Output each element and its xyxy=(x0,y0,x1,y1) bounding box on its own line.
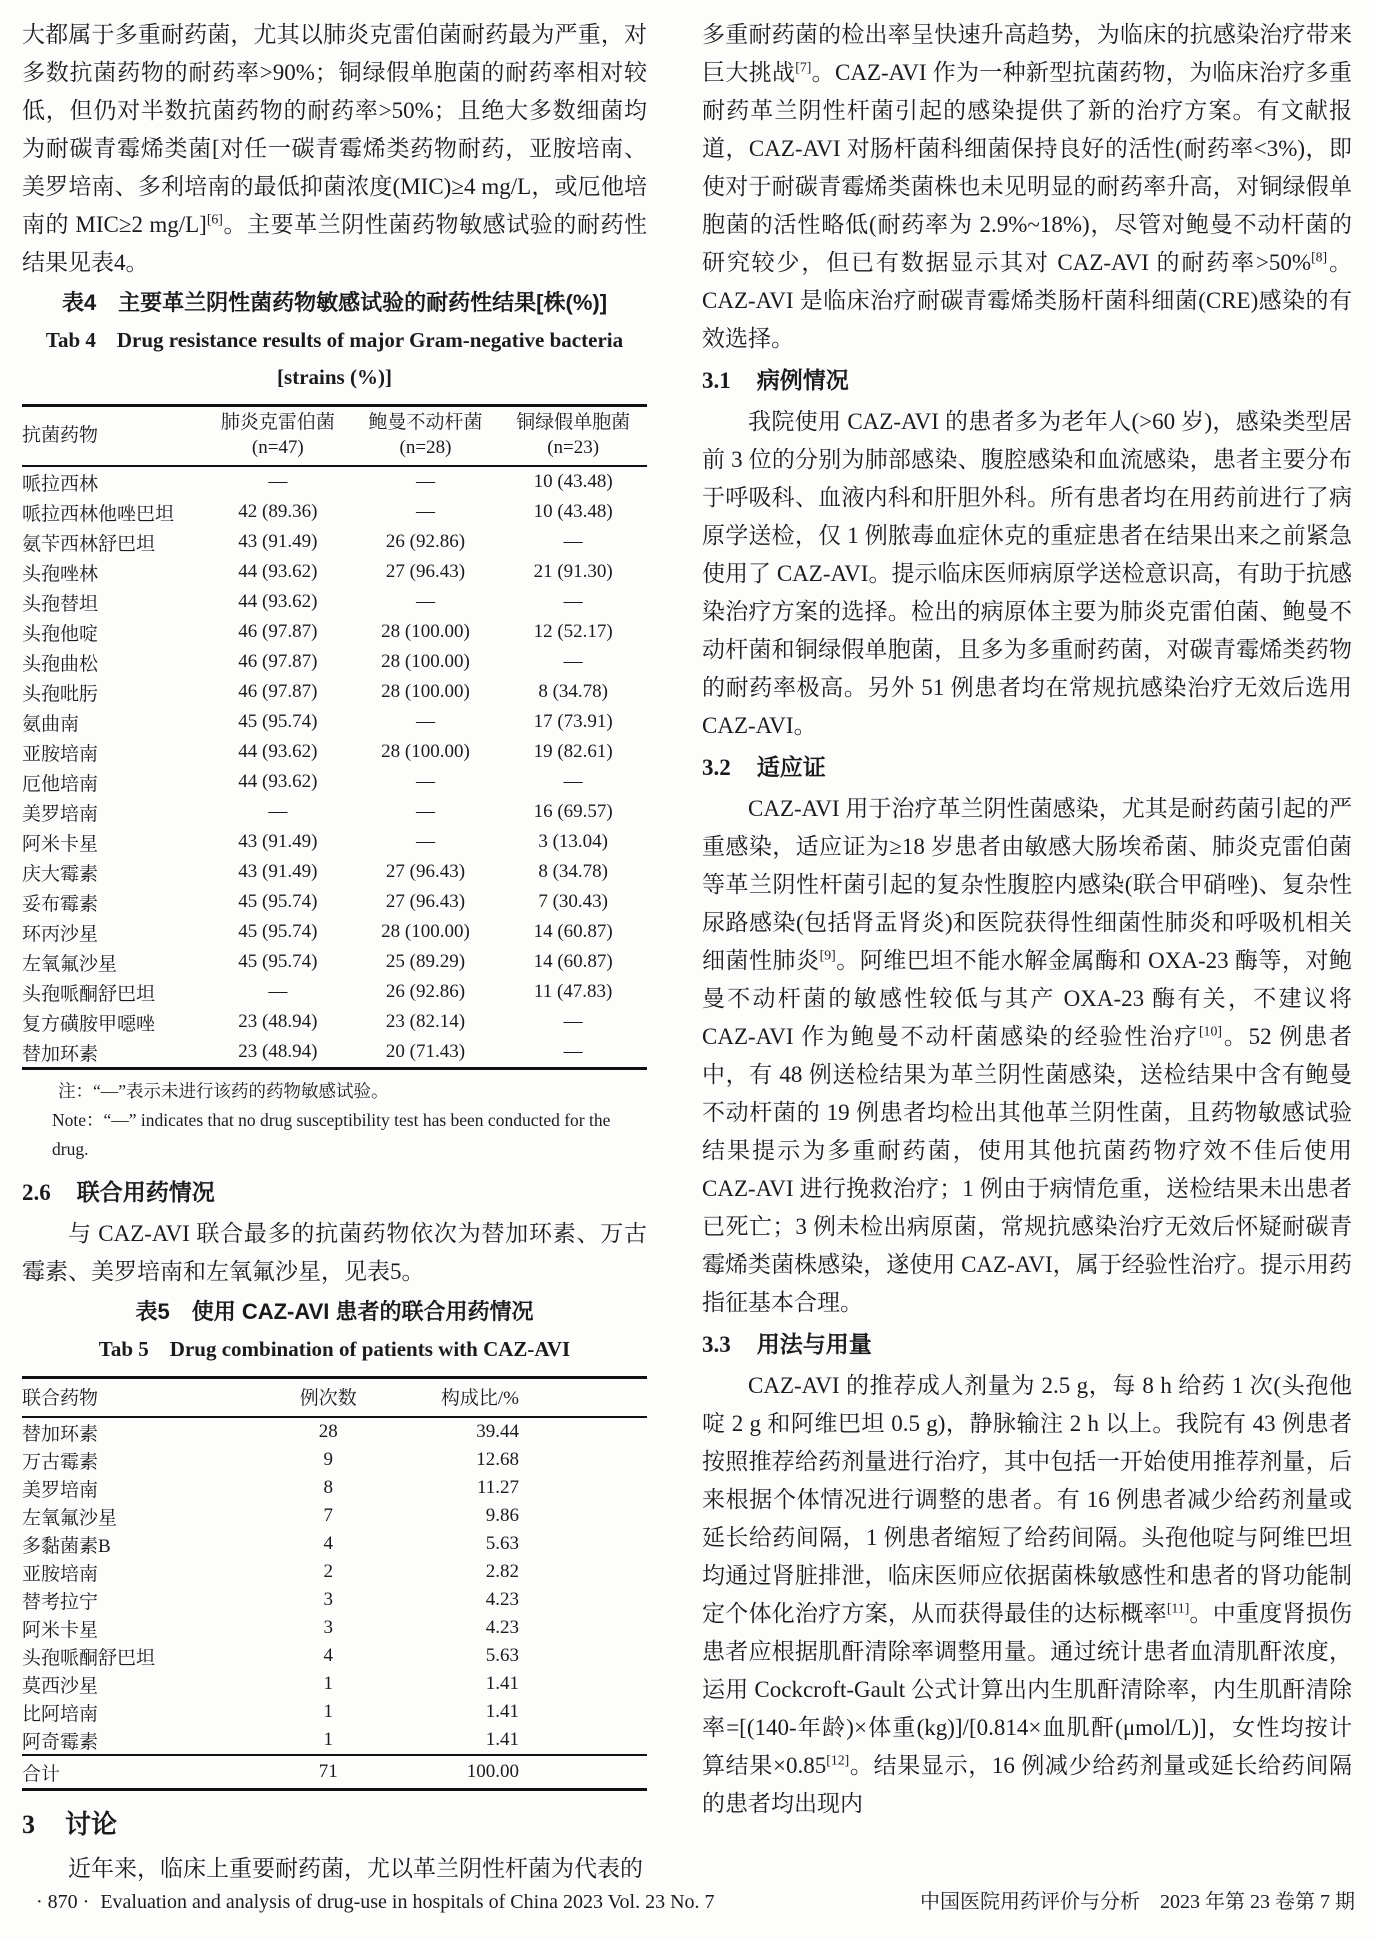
table4-body xyxy=(22,466,647,1069)
table-cell: 9 xyxy=(323,1449,333,1470)
table-row xyxy=(22,1037,647,1069)
table5-header-ratio: 构成比/% xyxy=(410,1378,648,1418)
table-cell: 7 xyxy=(323,1505,333,1526)
table-cell: 3 xyxy=(323,1589,333,1610)
section-heading-3-1 xyxy=(702,360,1352,401)
table-cell: 71 xyxy=(247,1755,410,1790)
table5-header-count: 例次数 xyxy=(247,1378,410,1418)
table-cell: 28 xyxy=(318,1421,338,1442)
table-cell: 4 xyxy=(323,1533,333,1554)
table5-total-row xyxy=(22,1755,647,1790)
table-cell: 头孢吡肟 xyxy=(22,683,99,705)
table-cell: 1 xyxy=(323,1729,333,1750)
table-row xyxy=(22,677,647,707)
table-row xyxy=(22,1726,647,1755)
table-cell: 39.44 xyxy=(476,1421,519,1442)
table-row xyxy=(22,1530,647,1558)
table-cell: 27 (96.43) xyxy=(385,891,466,912)
section-heading-2-6 xyxy=(22,1172,647,1213)
table-row xyxy=(22,1586,647,1614)
table-cell: 5.63 xyxy=(485,1533,519,1554)
table-row xyxy=(22,1502,647,1530)
table-cell: — xyxy=(415,471,435,492)
table-cell: 头孢他啶 xyxy=(22,623,99,645)
table-cell: 4 xyxy=(323,1645,333,1666)
table-row xyxy=(22,767,647,797)
table-cell: 亚胺培南 xyxy=(22,1563,99,1585)
table-cell: 26 (92.86) xyxy=(385,981,466,1002)
table-cell: 25 (89.29) xyxy=(385,951,466,972)
table-cell: 46 (97.87) xyxy=(238,651,318,672)
organism-n: (n=23) xyxy=(547,437,600,458)
table-cell: — xyxy=(563,771,583,792)
section-number: 3 xyxy=(22,1810,35,1839)
table-row xyxy=(22,617,647,647)
table-cell: 7 (30.43) xyxy=(538,891,608,912)
table-cell: 亚胺培南 xyxy=(22,743,99,765)
table-cell: 头孢哌酮舒巴坦 xyxy=(22,983,156,1005)
table-cell: — xyxy=(268,981,288,1002)
table-cell: 8 (34.78) xyxy=(538,861,608,882)
section-heading-3-2 xyxy=(702,747,1352,788)
section-number: 3.1 xyxy=(702,368,731,393)
table-cell: — xyxy=(268,471,288,492)
table-cell: 16 (69.57) xyxy=(533,801,613,822)
table-cell: 44 (93.62) xyxy=(238,591,318,612)
table-cell: 环丙沙星 xyxy=(22,923,99,945)
table4-note-en: Note：“—” indicates that no drug susceptibility test has been conducted for the drug. xyxy=(52,1110,611,1159)
table-row xyxy=(22,947,647,977)
table-cell: 1 xyxy=(323,1701,333,1722)
table-cell: 哌拉西林 xyxy=(22,473,99,495)
table-cell: 45 (95.74) xyxy=(238,711,318,732)
section-number: 3.3 xyxy=(702,1332,731,1357)
table-cell: 替考拉宁 xyxy=(22,1591,99,1613)
organism-n: (n=28) xyxy=(399,437,452,458)
table4-header-pa xyxy=(499,406,647,467)
table-row xyxy=(22,1007,647,1037)
table5-title-en: Tab 5 Drug combination of patients with CAZ-AVI xyxy=(98,1337,571,1361)
paragraph-continuation: 多重耐药菌的检出率呈快速升高趋势，为临床的抗感染治疗带来巨大挑战[7]。CAZ-AVI 作为一种新型抗菌药物，为临床治疗多重耐药革兰阴性杆菌引起的感染提供了新的治疗方案。有文献报道，CAZ-AVI 对肠杆菌科细菌保持良好的活性(耐药率<3%)，即使对于耐碳青霉烯类菌株也未见明显的耐药率升高，对铜绿假单胞菌的活性略低(耐药率为 2.9%~18%)，尽管对鲍曼不动杆菌的研究较少，但已有数据显示其对 CAZ-AVI 的耐药率>50%[8]。CAZ-AVI 是临床治疗耐碳青霉烯类肠杆菌科细菌(CRE)感染的有效选择。 xyxy=(702,22,1352,351)
journal-name-en: Evaluation and analysis of drug-use in hospitals of China 2023 Vol. 23 No. 7 xyxy=(100,1891,715,1913)
section-2-6-paragraph: 与 CAZ-AVI 联合最多的抗菌药物依次为替加环素、万古霉素、美罗培南和左氧氟沙星，见表5。 xyxy=(22,1221,647,1284)
table-cell: — xyxy=(415,831,435,852)
table-cell: 万古霉素 xyxy=(22,1451,99,1473)
right-column xyxy=(702,16,1352,1888)
table-row xyxy=(22,557,647,587)
organism-name: 肺炎克雷伯菌 xyxy=(220,412,335,433)
table-cell: 头孢曲松 xyxy=(22,653,99,675)
section-title: 联合用药情况 xyxy=(76,1179,215,1205)
table-cell: 46 (97.87) xyxy=(238,681,318,702)
table-cell: 8 (34.78) xyxy=(538,681,608,702)
table-row xyxy=(22,527,647,557)
section-heading-3 xyxy=(22,1801,647,1848)
table-row xyxy=(22,887,647,917)
table-cell: 44 (93.62) xyxy=(238,771,318,792)
table-row xyxy=(22,1642,647,1670)
table-cell: 头孢哌酮舒巴坦 xyxy=(22,1647,156,1669)
table-row xyxy=(22,647,647,677)
table5-drug-combination xyxy=(22,1376,647,1791)
table4-title-cn: 表4 主要革兰阴性菌药物敏感试验的耐药性结果[株(%)] xyxy=(61,290,608,315)
table-cell: 28 (100.00) xyxy=(381,681,470,702)
table-cell: 比阿培南 xyxy=(22,1703,99,1725)
table-cell: — xyxy=(415,771,435,792)
table-cell: 21 (91.30) xyxy=(533,561,613,582)
table-cell: 4.23 xyxy=(485,1589,519,1610)
table-cell: 23 (48.94) xyxy=(238,1011,318,1032)
table-row xyxy=(22,707,647,737)
table-cell: — xyxy=(563,531,583,552)
table-cell: 1.41 xyxy=(485,1701,519,1722)
table-cell: 哌拉西林他唑巴坦 xyxy=(22,503,175,525)
table-cell: 44 (93.62) xyxy=(238,561,318,582)
organism-name: 铜绿假单胞菌 xyxy=(516,412,631,433)
table-cell: 1.41 xyxy=(485,1673,519,1694)
table4-title-en: Tab 4 Drug resistance results of major Gram-negative bacteria [strains (%)] xyxy=(45,328,624,389)
table-cell: 23 (82.14) xyxy=(385,1011,466,1032)
table-row xyxy=(22,827,647,857)
table-row xyxy=(22,497,647,527)
table-cell: — xyxy=(563,651,583,672)
table-cell: 10 (43.48) xyxy=(533,471,613,492)
table-row xyxy=(22,1446,647,1474)
table-cell: 46 (97.87) xyxy=(238,621,318,642)
left-column xyxy=(22,16,647,1888)
table-row xyxy=(22,1698,647,1726)
table-cell: 氨曲南 xyxy=(22,713,80,735)
table4-note-cn: 注：“—”表示未进行该药的药物敏感试验。 xyxy=(58,1081,389,1101)
table-cell: 26 (92.86) xyxy=(385,531,466,552)
table-cell: 2 xyxy=(323,1561,333,1582)
table-cell: 12 (52.17) xyxy=(533,621,613,642)
table-cell: 2.82 xyxy=(485,1561,519,1582)
table-row xyxy=(22,797,647,827)
footer-left xyxy=(36,1891,721,1914)
table-row xyxy=(22,917,647,947)
table-cell: 莫西沙星 xyxy=(22,1675,99,1697)
table-cell: 复方磺胺甲噁唑 xyxy=(22,1013,156,1035)
table-cell: 替加环素 xyxy=(22,1423,99,1445)
section-number: 3.2 xyxy=(702,755,731,780)
section-heading-3-3 xyxy=(702,1324,1352,1365)
table-row xyxy=(22,1417,647,1446)
table-cell: 27 (96.43) xyxy=(385,861,466,882)
table-row xyxy=(22,737,647,767)
section-title: 讨论 xyxy=(65,1809,118,1839)
table-cell: 1 xyxy=(323,1673,333,1694)
organism-n: (n=47) xyxy=(251,437,304,458)
section-title: 适应证 xyxy=(756,754,826,780)
table-cell: 14 (60.87) xyxy=(533,921,613,942)
page-footer xyxy=(0,1885,1375,1914)
table-cell: 45 (95.74) xyxy=(238,921,318,942)
section-title: 用法与用量 xyxy=(756,1331,872,1357)
table-cell: 100.00 xyxy=(410,1755,648,1790)
table-cell: 45 (95.74) xyxy=(238,891,318,912)
table5-head xyxy=(22,1378,647,1418)
table5-total xyxy=(22,1755,647,1790)
table-cell: 替加环素 xyxy=(22,1043,99,1065)
table-cell: 11.27 xyxy=(476,1477,519,1498)
table-cell: 厄他培南 xyxy=(22,773,99,795)
table-cell: — xyxy=(415,711,435,732)
table-cell: 43 (91.49) xyxy=(238,531,318,552)
table-cell: 42 (89.36) xyxy=(238,501,318,522)
table-cell: 3 (13.04) xyxy=(538,831,608,852)
paragraph-continuation: 大都属于多重耐药菌，尤其以肺炎克雷伯菌耐药最为严重，对多数抗菌药物的耐药率>90%；铜绿假单胞菌的耐药率相对较低，但仍对半数抗菌药物的耐药率>50%；且绝大多数细菌均为耐碳青霉烯类菌[对任一碳青霉烯类药物耐药，亚胺培南、美罗培南、多利培南的最低抑菌浓度(MIC)≥4 mg/L，或厄他培南的 MIC≥2 mg/L][6]。主要革兰阴性菌药物敏感试验的耐药性结果见表4。 xyxy=(22,22,648,275)
table-cell: 45 (95.74) xyxy=(238,951,318,972)
table-cell: 11 (47.83) xyxy=(533,981,613,1002)
table-cell: 1.41 xyxy=(485,1729,519,1750)
table-cell: 5.63 xyxy=(485,1645,519,1666)
table4-drug-resistance xyxy=(22,404,647,1070)
table-cell: 美罗培南 xyxy=(22,803,99,825)
table-cell: 氨苄西林舒巴坦 xyxy=(22,533,156,555)
table-cell: 8 xyxy=(323,1477,333,1498)
table-cell: 头孢唑林 xyxy=(22,563,99,585)
table5-title-cn: 表5 使用 CAZ-AVI 患者的联合用药情况 xyxy=(135,1299,534,1324)
table4-header-drug: 抗菌药物 xyxy=(22,406,204,467)
table5-header-row xyxy=(22,1378,647,1418)
organism-name: 鲍曼不动杆菌 xyxy=(368,412,483,433)
table-cell: 28 (100.00) xyxy=(381,621,470,642)
table-cell: 庆大霉素 xyxy=(22,863,99,885)
section-number: 2.6 xyxy=(22,1180,51,1205)
table-row xyxy=(22,1670,647,1698)
table-cell: 43 (91.49) xyxy=(238,861,318,882)
table-cell: 合计 xyxy=(22,1755,247,1790)
table-row xyxy=(22,587,647,617)
section-3-paragraph: 近年来，临床上重要耐药菌，尤以革兰阴性杆菌为代表的 xyxy=(68,1856,643,1881)
table-cell: — xyxy=(563,1041,583,1062)
table-cell: — xyxy=(415,801,435,822)
table5-header-drug: 联合药物 xyxy=(22,1378,247,1418)
table-cell: 阿奇霉素 xyxy=(22,1731,99,1753)
table4-header-kp xyxy=(204,406,352,467)
table5-body xyxy=(22,1417,647,1755)
table-cell: 阿米卡星 xyxy=(22,833,99,855)
table-cell: 左氧氟沙星 xyxy=(22,1507,118,1529)
table-cell: 43 (91.49) xyxy=(238,831,318,852)
journal-name-cn: 中国医院用药评价与分析 2023 年第 23 卷第 7 期 xyxy=(920,1891,1355,1913)
section-3-1-paragraph: 我院使用 CAZ-AVI 的患者多为老年人(>60 岁)，感染类型居前 3 位的分别为肺部感染、腹腔感染和血流感染，患者主要分布于呼吸科、血液内科和肝胆外科。所有患者均在用药前进行了病原学送检，仅 1 例脓毒血症休克的重症患者在结果出来之前紧急使用了 CAZ-AVI。提示临床医师病原学送检意识高，有助于抗感染治疗方案的选择。检出的病原体主要为肺炎克雷伯菌、鲍曼不动杆菌和铜绿假单胞菌，且多为多重耐药菌，对碳青霉烯类药物的耐药率极高。另外 51 例患者均在常规抗感染治疗无效后选用 CAZ-AVI。 xyxy=(702,409,1352,738)
table4-header-ab xyxy=(352,406,500,467)
table-cell: 23 (48.94) xyxy=(238,1041,318,1062)
table-cell: 4.23 xyxy=(485,1617,519,1638)
table-cell: 头孢替坦 xyxy=(22,593,99,615)
table-cell: 12.68 xyxy=(476,1449,519,1470)
table-row xyxy=(22,857,647,887)
table-cell: 20 (71.43) xyxy=(385,1041,466,1062)
table-cell: 妥布霉素 xyxy=(22,893,99,915)
table-cell: 44 (93.62) xyxy=(238,741,318,762)
section-3-3-paragraph: CAZ-AVI 的推荐成人剂量为 2.5 g，每 8 h 给药 1 次(头孢他啶 2 g 和阿维巴坦 0.5 g)，静脉输注 2 h 以上。我院有 43 例患者按照推荐给药剂量进行治疗，其中包括一开始使用推荐剂量，后来根据个体情况进行调整的患者。有 16 例患者减少给药剂量或延长给药间隔，1 例患者缩短了给药间隔。头孢他啶与阿维巴坦均通过肾脏排泄，临床医师应依据菌株敏感性和患者的肾功能制定个体化治疗方案，从而获得最佳的达标概率[11]。中重度肾损伤患者应根据肌酐清除率调整用量。通过统计患者血清肌酐浓度，运用 Cockcroft-Gault 公式计算出内生肌酐清除率，内生肌酐清除率=[(140-年龄)×体重(kg)]/[0.814×血肌酐(μmol/L)]，女性均按计算结果×0.85[12]。结果显示，16 例减少给药剂量或延长给药间隔的患者均出现内 xyxy=(702,1373,1353,1816)
table-cell: — xyxy=(415,501,435,522)
table-cell: — xyxy=(563,591,583,612)
table-row xyxy=(22,466,647,497)
page-number: · 870 · xyxy=(36,1891,90,1913)
table-cell: 19 (82.61) xyxy=(533,741,613,762)
table-cell: 17 (73.91) xyxy=(533,711,613,732)
table-cell: 阿米卡星 xyxy=(22,1619,99,1641)
table-cell: — xyxy=(268,801,288,822)
table-cell: 多黏菌素B xyxy=(22,1535,111,1557)
table-cell: 3 xyxy=(323,1617,333,1638)
table-cell: 14 (60.87) xyxy=(533,951,613,972)
table-cell: 10 (43.48) xyxy=(533,501,613,522)
table-cell: 28 (100.00) xyxy=(381,921,470,942)
section-3-2-paragraph: CAZ-AVI 用于治疗革兰阴性菌感染，尤其是耐药菌引起的严重感染，适应证为≥18 岁患者由敏感大肠埃希菌、肺炎克雷伯菌等革兰阴性杆菌引起的复杂性腹腔内感染(联合甲硝唑)、复杂性尿路感染(包括肾盂肾炎)和医院获得性细菌性肺炎和呼吸机相关细菌性肺炎[9]。阿维巴坦不能水解金属酶和 OXA-23 酶等，对鲍曼不动杆菌的敏感性较低与其产 OXA-23 酶有关，不建议将 CAZ-AVI 作为鲍曼不动杆菌感染的经验性治疗[10]。52 例患者中，有 48 例送检结果为革兰阴性菌感染，送检结果中含有鲍曼不动杆菌的 19 例患者均检出其他革兰阴性菌，且药物敏感试验结果提示为多重耐药菌，使用其他抗菌药物疗效不佳后使用 CAZ-AVI 进行挽救治疗；1 例由于病情危重，送检结果未出患者已死亡；3 例未检出病原菌，常规抗感染治疗无效后怀疑耐碳青霉烯类菌株感染，遂使用 CAZ-AVI，属于经验性治疗。提示用药指征基本合理。 xyxy=(702,796,1353,1315)
table-cell: 28 (100.00) xyxy=(381,741,470,762)
table-cell: 28 (100.00) xyxy=(381,651,470,672)
table-row xyxy=(22,1558,647,1586)
table-cell: 左氧氟沙星 xyxy=(22,953,118,975)
table-cell: 27 (96.43) xyxy=(385,561,466,582)
table-row xyxy=(22,1614,647,1642)
table-cell: 美罗培南 xyxy=(22,1479,99,1501)
table-cell: — xyxy=(563,1011,583,1032)
table-row xyxy=(22,977,647,1007)
table-cell: 9.86 xyxy=(485,1505,519,1526)
table4-header-row xyxy=(22,406,647,467)
section-title: 病例情况 xyxy=(756,367,849,393)
table-row xyxy=(22,1474,647,1502)
table4-head xyxy=(22,406,647,467)
table-cell: — xyxy=(415,591,435,612)
